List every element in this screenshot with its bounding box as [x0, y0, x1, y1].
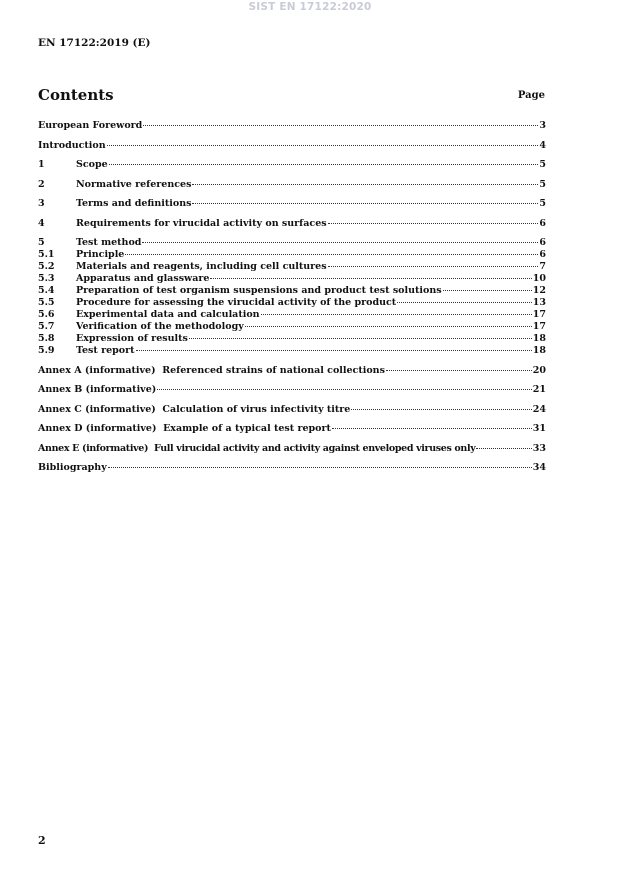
- toc-entry-title: Normative references: [76, 178, 192, 190]
- toc-entry-title: European Foreword: [38, 120, 143, 131]
- toc-entry-european-foreword[interactable]: [38, 120, 546, 132]
- toc-leader: [328, 223, 539, 224]
- toc-entry-title: Apparatus and glassware: [76, 273, 210, 284]
- toc-entry-title: Annex E (informative) Full virucidal activity and activity against enveloped viruses only: [38, 442, 476, 454]
- toc-entry-annex-d[interactable]: [38, 423, 546, 435]
- toc-entry-preparation[interactable]: [38, 285, 546, 297]
- toc-entry-procedure[interactable]: [38, 297, 546, 309]
- toc-leader: [157, 389, 532, 390]
- toc-leader: [143, 125, 538, 126]
- toc-entry-scope[interactable]: [38, 159, 546, 171]
- toc-entry-title: Requirements for virucidal activity on surfaces: [76, 217, 327, 229]
- toc-entry-page: 18: [532, 345, 546, 356]
- toc-leader: [136, 350, 532, 351]
- toc-entry-title: Annex A (informative) Referenced strains of national collections: [38, 364, 385, 376]
- toc-entry-page: 17: [532, 321, 546, 332]
- toc-entry-title: Annex D (informative) Example of a typical test report: [38, 423, 331, 434]
- document-id-header: EN 17122:2019 (E): [38, 37, 151, 49]
- toc-entry-title: Terms and definitions: [76, 198, 192, 209]
- toc-leader: [261, 314, 532, 315]
- toc-leader: [189, 338, 532, 339]
- toc-entry-title: Test method: [76, 237, 142, 248]
- toc-entry-verification[interactable]: [38, 321, 546, 333]
- toc-entry-page: 6: [539, 217, 546, 229]
- toc-leader: [107, 145, 539, 146]
- toc-entry-page: 10: [532, 273, 546, 284]
- toc-entry-page: 31: [532, 423, 546, 434]
- contents-heading: Contents: [38, 86, 114, 104]
- toc-entry-experimental-data[interactable]: [38, 309, 546, 321]
- toc-entry-number: 3: [38, 198, 45, 209]
- toc-entry-page: 5: [539, 178, 546, 190]
- toc-leader: [386, 370, 532, 371]
- toc-entry-number: 5.8: [38, 333, 55, 344]
- toc-entry-page: 5: [539, 198, 546, 209]
- toc-entry-title: Principle: [76, 249, 125, 260]
- toc-entry-number: 1: [38, 159, 45, 170]
- toc-leader: [332, 428, 532, 429]
- toc-entry-title: Annex C (informative) Calculation of virus infectivity titre: [38, 403, 351, 415]
- toc-entry-number: 5.7: [38, 321, 55, 332]
- toc-entry-apparatus[interactable]: [38, 273, 546, 285]
- toc-leader: [443, 290, 532, 291]
- toc-entry-materials-and-reagents[interactable]: [38, 261, 546, 273]
- toc-leader: [125, 254, 538, 255]
- toc-entry-page: 21: [532, 384, 546, 395]
- toc-leader: [142, 242, 538, 243]
- toc-entry-annex-a[interactable]: [38, 365, 546, 377]
- watermark: SIST EN 17122:2020: [248, 1, 372, 13]
- toc-entry-title: Verification of the methodology: [76, 321, 244, 332]
- toc-entry-page: 6: [539, 249, 546, 260]
- toc-leader: [476, 448, 531, 449]
- toc-entry-page: 12: [532, 285, 546, 296]
- toc-leader: [192, 184, 538, 185]
- toc-entry-number: 5.5: [38, 297, 55, 308]
- toc-leader: [351, 409, 531, 410]
- toc-entry-page: 13: [532, 297, 546, 308]
- toc-entry-number: 5: [38, 237, 45, 248]
- toc-entry-title: Annex B (informative): [38, 384, 157, 395]
- toc-entry-title: Scope: [76, 159, 108, 170]
- toc-entry-title: Preparation of test organism suspensions and product test solutions: [76, 285, 442, 296]
- toc-entry-test-method[interactable]: [38, 237, 546, 249]
- toc-entry-page: 17: [532, 309, 546, 320]
- toc-entry-number: 5.6: [38, 309, 55, 320]
- toc-leader: [210, 278, 531, 279]
- toc-entry-number: 5.9: [38, 345, 55, 356]
- toc-entry-annex-c[interactable]: [38, 404, 546, 416]
- toc-leader: [397, 302, 532, 303]
- toc-entry-title: Expression of results: [76, 333, 188, 344]
- toc-leader: [245, 326, 532, 327]
- toc-entry-number: 5.4: [38, 285, 55, 296]
- toc-entry-title: Bibliography: [38, 462, 107, 473]
- page-column-label: Page: [517, 90, 545, 101]
- toc-entry-number: 2: [38, 178, 45, 190]
- toc-entry-number: 4: [38, 217, 45, 229]
- page-number: 2: [38, 834, 46, 847]
- toc-entry-title: Introduction: [38, 139, 106, 151]
- toc-entry-page: 20: [532, 364, 546, 376]
- toc-entry-page: 4: [539, 139, 546, 151]
- toc-entry-annex-b[interactable]: [38, 384, 546, 396]
- table-of-contents: [38, 120, 546, 474]
- toc-entry-title: Materials and reagents, including cell cultures: [76, 261, 327, 272]
- toc-entry-number: 5.1: [38, 249, 55, 260]
- toc-entry-title: Procedure for assessing the virucidal activity of the product: [76, 297, 397, 308]
- toc-entry-number: 5.2: [38, 261, 55, 272]
- toc-entry-expression-of-results[interactable]: [38, 333, 546, 345]
- toc-entry-number: 5.3: [38, 273, 55, 284]
- toc-leader: [328, 266, 539, 267]
- toc-entry-page: 24: [532, 403, 546, 415]
- toc-leader: [192, 203, 538, 204]
- toc-entry-introduction[interactable]: [38, 140, 546, 152]
- toc-entry-bibliography[interactable]: [38, 462, 546, 474]
- toc-entry-title: Experimental data and calculation: [76, 309, 260, 320]
- toc-entry-page: 5: [539, 159, 546, 170]
- toc-entry-normative-references[interactable]: [38, 179, 546, 191]
- toc-entry-annex-e[interactable]: [38, 443, 546, 455]
- toc-entry-requirements[interactable]: [38, 218, 546, 230]
- toc-entry-page: 3: [539, 120, 546, 131]
- toc-entry-page: 7: [539, 261, 546, 272]
- toc-entry-terms-and-definitions[interactable]: [38, 198, 546, 210]
- toc-entry-page: 18: [532, 333, 546, 344]
- toc-entry-test-report[interactable]: [38, 345, 546, 357]
- toc-entry-page: 33: [532, 442, 546, 454]
- toc-entry-page: 34: [532, 462, 546, 473]
- toc-leader: [109, 164, 539, 165]
- toc-leader: [108, 467, 532, 468]
- toc-entry-title: Test report: [76, 345, 135, 356]
- toc-entry-page: 6: [539, 237, 546, 248]
- toc-entry-principle[interactable]: [38, 249, 546, 261]
